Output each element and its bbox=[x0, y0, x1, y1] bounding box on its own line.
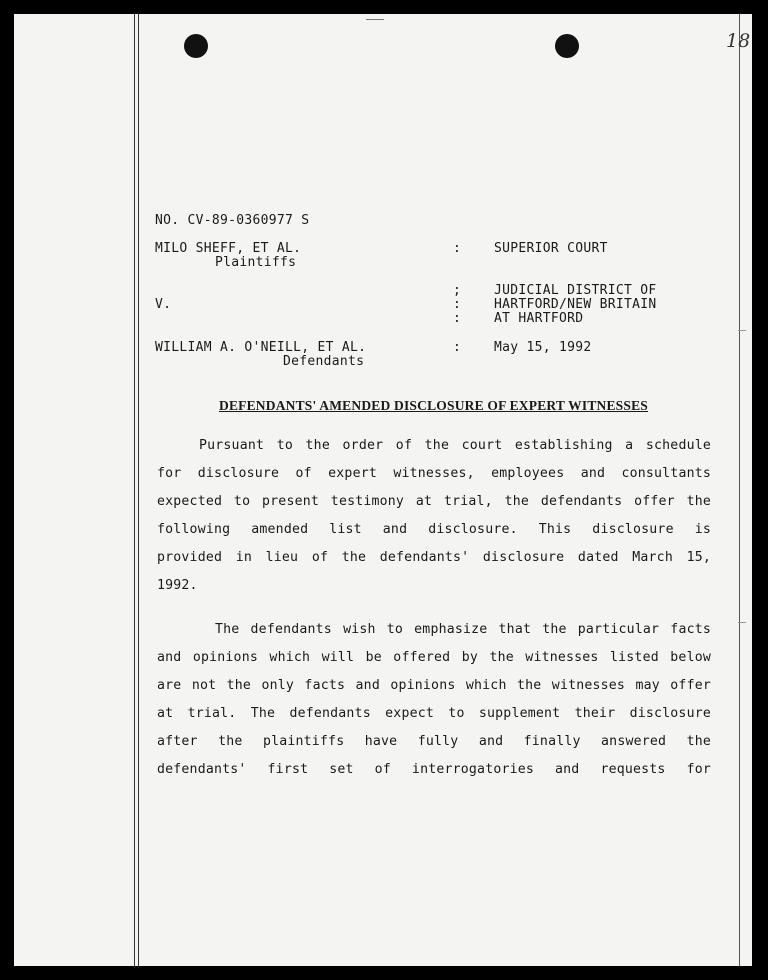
margin-line bbox=[138, 14, 139, 966]
paragraph-1-line: Pursuant to the order of the court establishing a schedule bbox=[199, 438, 711, 453]
paragraph-1-line: for disclosure of expert witnesses, employees and consultants bbox=[157, 466, 711, 481]
paragraph-2-line: after the plaintiffs have fully and finally answered the bbox=[157, 734, 711, 749]
paragraph-1-line: provided in lieu of the defendants' disclosure dated March 15, bbox=[157, 550, 711, 565]
paragraph-1-line: 1992. bbox=[157, 578, 198, 593]
handwritten-page-number: 18 bbox=[726, 30, 751, 52]
plaintiff-name: MILO SHEFF, ET AL. bbox=[155, 241, 302, 256]
paragraph-2-line: at trial. The defendants expect to supplement their disclosure bbox=[157, 706, 711, 721]
paragraph-2-line: are not the only facts and opinions which the witnesses may offer bbox=[157, 678, 711, 693]
top-mark bbox=[366, 19, 384, 20]
caption-separator: : bbox=[453, 297, 462, 312]
caption-separator: ; bbox=[453, 283, 462, 298]
defendant-name: WILLIAM A. O'NEILL, ET AL. bbox=[155, 340, 367, 355]
versus: V. bbox=[155, 297, 172, 312]
punch-hole bbox=[555, 34, 579, 58]
document-page bbox=[14, 14, 752, 966]
district-line: HARTFORD/NEW BRITAIN bbox=[494, 297, 657, 312]
edge-mark bbox=[738, 622, 746, 623]
paragraph-2-line: The defendants wish to emphasize that the particular facts bbox=[215, 622, 711, 637]
caption-separator: : bbox=[453, 311, 462, 326]
district-line: JUDICIAL DISTRICT OF bbox=[494, 283, 657, 298]
paragraph-2-line: and opinions which will be offered by the witnesses listed below bbox=[157, 650, 711, 665]
paragraph-1-line: expected to present testimony at trial, the defendants offer the bbox=[157, 494, 711, 509]
paragraph-1-line: following amended list and disclosure. This disclosure is bbox=[157, 522, 711, 537]
margin-line bbox=[134, 14, 135, 966]
filing-date: May 15, 1992 bbox=[494, 340, 592, 355]
document-title: DEFENDANTS' AMENDED DISCLOSURE OF EXPERT WITNESSES bbox=[219, 398, 649, 413]
punch-hole bbox=[184, 34, 208, 58]
caption-separator: : bbox=[453, 241, 462, 256]
paragraph-2-line: defendants' first set of interrogatories and requests for bbox=[157, 762, 711, 777]
district-line: AT HARTFORD bbox=[494, 311, 584, 326]
plaintiff-role: Plaintiffs bbox=[215, 255, 297, 270]
docket-number: NO. CV-89-0360977 S bbox=[155, 213, 310, 228]
defendant-role: Defendants bbox=[283, 354, 365, 369]
caption-separator: : bbox=[453, 340, 462, 355]
right-margin-line bbox=[739, 14, 740, 966]
edge-mark bbox=[738, 330, 746, 331]
court-name: SUPERIOR COURT bbox=[494, 241, 608, 256]
